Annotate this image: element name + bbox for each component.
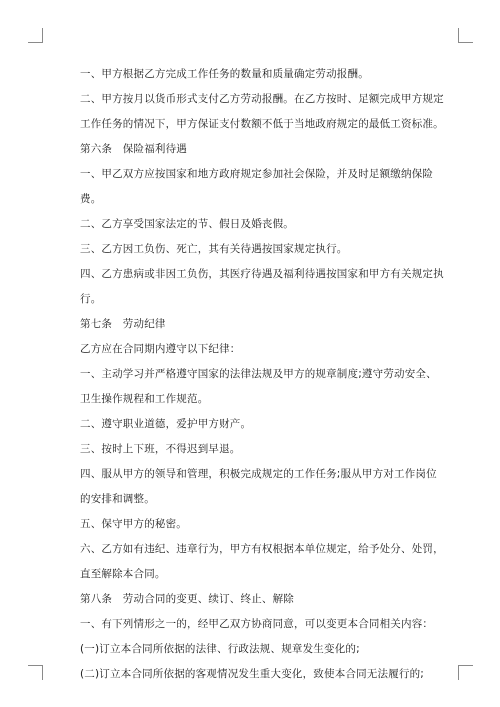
paragraph: 三、按时上下班，不得迟到早退。: [80, 443, 241, 455]
crop-mark-bottom-left: [28, 665, 43, 680]
paragraph: 四、服从甲方的领导和管理，积极完成规定的工作任务;服从甲方对工作岗位的安排和调整。: [80, 468, 437, 505]
paragraph: 五、保守甲方的秘密。: [80, 518, 187, 530]
paragraph: 二、乙方享受国家法定的节、假日及婚丧假。: [80, 218, 294, 230]
crop-mark-bottom-right: [458, 665, 473, 680]
paragraph: (一)订立本合同所依据的法律、行政法规、规章发生变化的;: [80, 643, 360, 655]
paragraph: (二)订立本合同所依据的客观情况发生重大变化，致使本合同无法履行的;: [80, 668, 425, 680]
paragraph: 四、乙方患病或非因工负伤，其医疗待遇及福利待遇按国家和甲方有关规定执行。: [80, 268, 444, 305]
paragraph: 一、有下列情形之一的，经甲乙双方协商同意，可以变更本合同相关内容：: [80, 618, 434, 630]
paragraph: 一、甲方根据乙方完成工作任务的数量和质量确定劳动报酬。: [80, 68, 369, 80]
section-heading: 第七条 劳动纪律: [80, 318, 166, 330]
paragraph: 一、主动学习并严格遵守国家的法律法规及甲方的规章制度;遵守劳动安全、卫生操作规程和工作规范。: [80, 368, 437, 405]
paragraph: 一、甲乙双方应按国家和地方政府规定参加社会保险，并及时足额缴纳保险费。: [80, 168, 434, 205]
paragraph: 二、甲方按月以货币形式支付乙方劳动报酬。在乙方按时、足额完成甲方规定工作任务的情况下，甲方保证支付数额不低于当地政府规定的最低工资标准。: [80, 93, 444, 130]
paragraph: 乙方应在合同期内遵守以下纪律：: [80, 343, 241, 355]
paragraph: 六、乙方如有违纪、违章行为，甲方有权根据本单位规定，给予处分、处罚，直至解除本合同。: [80, 543, 444, 580]
section-heading: 第八条 劳动合同的变更、续订、终止、解除: [80, 593, 294, 605]
paragraph: 三、乙方因工负伤、死亡，其有关待遇按国家规定执行。: [80, 243, 348, 255]
crop-mark-top-right: [458, 28, 473, 43]
document-body: [80, 62, 445, 687]
section-heading: 第六条 保险福利待遇: [80, 143, 187, 155]
paragraph: 二、遵守职业道德，爱护甲方财产。: [80, 418, 252, 430]
crop-mark-top-left: [28, 28, 43, 43]
